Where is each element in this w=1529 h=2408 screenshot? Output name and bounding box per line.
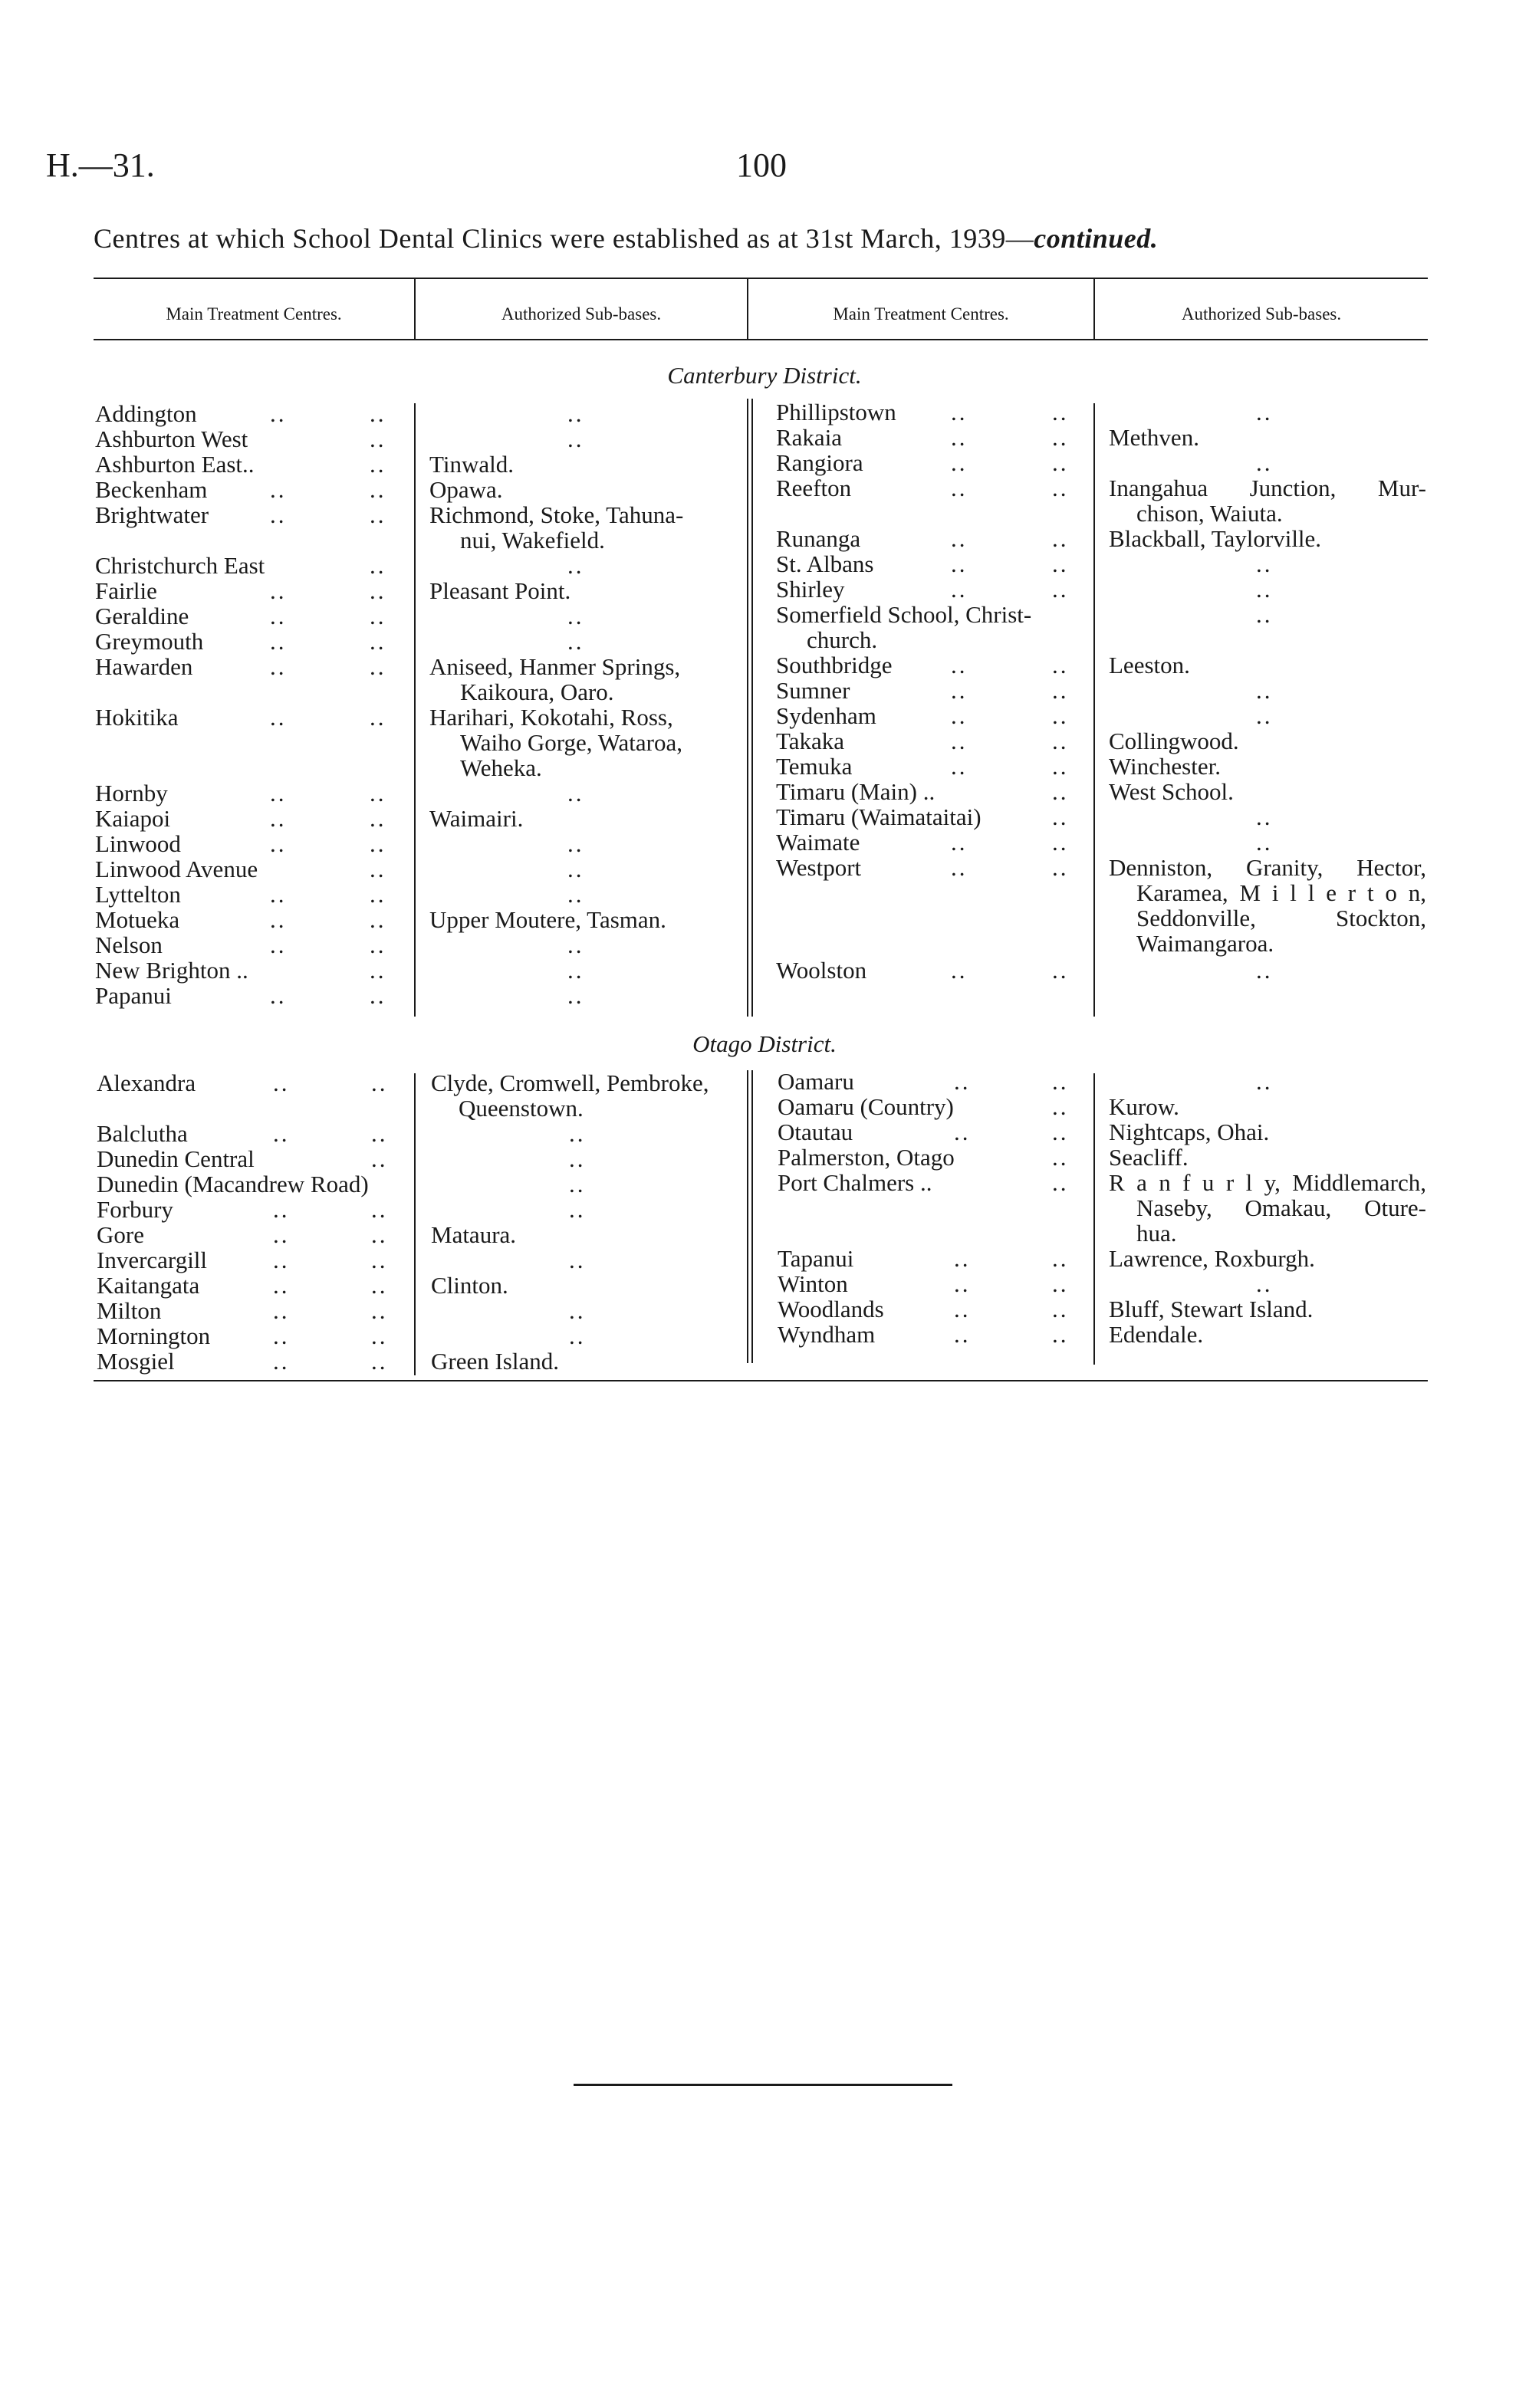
sub-base-cell: Bluff, Stewart Island.: [1109, 1296, 1314, 1322]
leader-dots: ..: [273, 1348, 290, 1375]
centre-row: Linwood: [95, 830, 181, 857]
empty-cell-dots: ..: [1256, 1270, 1273, 1297]
leader-dots: ..: [1052, 1296, 1069, 1322]
leader-dots: ..: [270, 780, 287, 806]
column-header-sub-bases-2: Authorized Sub-bases.: [1181, 304, 1342, 324]
leader-dots: ..: [1052, 1093, 1069, 1120]
sub-base-cell: Tinwald.: [429, 451, 514, 478]
leader-dots: ..: [1052, 778, 1069, 805]
page-number: 100: [736, 146, 787, 184]
leader-dots: ..: [273, 1297, 290, 1324]
page-title: [94, 222, 1158, 255]
centre-row: Timaru (Waimataitai): [776, 803, 982, 830]
leader-dots: ..: [273, 1221, 290, 1248]
leader-dots: ..: [273, 1272, 290, 1299]
leader-dots: ..: [951, 576, 968, 603]
sub-base-cell: Winchester.: [1109, 753, 1221, 780]
sub-base-line: Aniseed, Hanmer Springs,: [429, 653, 681, 680]
leader-dots: ..: [270, 603, 287, 629]
leader-dots: ..: [1052, 424, 1069, 451]
leader-dots: ..: [273, 1120, 290, 1147]
centre-row: Takaka: [776, 728, 845, 754]
leader-dots: ..: [270, 830, 287, 857]
header-divider-3: [1093, 279, 1095, 339]
centre-row: Woolston: [776, 957, 867, 984]
column-header-sub-bases-1: Authorized Sub-bases.: [501, 304, 662, 324]
leader-dots: ..: [270, 400, 287, 427]
leader-dots: ..: [370, 805, 386, 832]
empty-cell-dots: ..: [1256, 399, 1273, 425]
sub-base-line: Karamea, M i l l e r t o n,: [1136, 879, 1426, 906]
centre-row: Papanui: [95, 982, 172, 1009]
empty-cell-dots: ..: [569, 1120, 586, 1147]
sub-base-line: Clyde, Cromwell, Pembroke,: [431, 1069, 709, 1096]
leader-dots: ..: [270, 628, 287, 655]
leader-dots: ..: [370, 704, 386, 731]
centre-row: Sumner: [776, 677, 850, 704]
leader-dots: ..: [1052, 449, 1069, 476]
centre-row: Shirley: [776, 576, 845, 603]
canterbury-divider-middle-b: [751, 399, 753, 1017]
centre-row: Mornington: [97, 1322, 211, 1349]
leader-dots: ..: [951, 525, 968, 552]
leader-dots: ..: [1052, 1245, 1069, 1272]
empty-cell-dots: ..: [567, 780, 584, 806]
leader-dots: ..: [951, 550, 968, 577]
centre-row: Lyttelton: [95, 881, 181, 908]
leader-dots: ..: [370, 931, 386, 958]
leader-dots: ..: [370, 603, 386, 629]
centre-row: Alexandra: [97, 1069, 196, 1096]
centre-row: Southbridge: [776, 652, 893, 678]
leader-dots: ..: [951, 475, 968, 501]
leader-dots: ..: [951, 424, 968, 451]
leader-dots: ..: [370, 780, 386, 806]
leader-dots: ..: [370, 400, 386, 427]
centre-row: Kaitangata: [97, 1272, 200, 1299]
leader-dots: ..: [370, 830, 386, 857]
centre-row: Ashburton West: [95, 425, 248, 452]
leader-dots: ..: [1052, 1270, 1069, 1297]
sub-base-line: Waiho Gorge, Wataroa,: [460, 729, 682, 756]
canterbury-divider-right: [1093, 403, 1095, 1017]
sub-base-cell: Nightcaps, Ohai.: [1109, 1119, 1270, 1145]
leader-dots: ..: [371, 1145, 388, 1172]
empty-cell-dots: ..: [567, 856, 584, 882]
empty-cell-dots: ..: [1256, 576, 1273, 603]
empty-cell-dots: ..: [1256, 550, 1273, 577]
closing-rule: [574, 2084, 952, 2086]
header-divider-2: [747, 279, 748, 339]
leader-dots: ..: [1052, 475, 1069, 501]
sub-base-cell: Leeston.: [1109, 652, 1190, 678]
leader-dots: ..: [370, 653, 386, 680]
title-continued: continued.: [1034, 223, 1159, 254]
leader-dots: ..: [371, 1120, 388, 1147]
centre-row: Hornby: [95, 780, 168, 806]
leader-dots: ..: [370, 628, 386, 655]
centre-row: Greymouth: [95, 628, 204, 655]
leader-dots: ..: [1052, 677, 1069, 704]
leader-dots: ..: [954, 1119, 971, 1145]
sub-base-cell: [431, 1070, 738, 1121]
centre-row: St. Albans: [776, 550, 874, 577]
leader-dots: ..: [371, 1348, 388, 1375]
district-heading-otago: Otago District.: [692, 1030, 837, 1057]
leader-dots: ..: [370, 552, 386, 579]
sub-base-cell: [1109, 855, 1426, 956]
empty-cell-dots: ..: [567, 881, 584, 908]
sub-base-line: Inangahua Junction, Mur-: [1109, 475, 1426, 501]
leader-dots: ..: [951, 957, 968, 984]
leader-dots: ..: [273, 1196, 290, 1223]
leader-dots: ..: [1052, 702, 1069, 729]
sub-base-cell: [429, 705, 736, 780]
canterbury-divider-left: [414, 403, 416, 1017]
sub-base-cell: Waimairi.: [429, 805, 524, 832]
centre-row: Wyndham: [778, 1321, 876, 1348]
leader-dots: ..: [954, 1270, 971, 1297]
leader-dots: ..: [1052, 1169, 1069, 1196]
centre-row: Westport: [776, 854, 862, 881]
sub-base-cell: Collingwood.: [1109, 728, 1239, 754]
centre-row: Gore: [97, 1221, 144, 1248]
leader-dots: ..: [1052, 576, 1069, 603]
sub-base-line: Harihari, Kokotahi, Ross,: [429, 704, 673, 731]
leader-dots: ..: [371, 1272, 388, 1299]
leader-dots: ..: [1052, 1068, 1069, 1095]
empty-cell-dots: ..: [567, 830, 584, 857]
sub-base-line: nui, Wakefield.: [460, 527, 605, 554]
sub-base-cell: [1109, 475, 1426, 526]
empty-cell-dots: ..: [1256, 677, 1273, 704]
sub-base-cell: Kurow.: [1109, 1093, 1179, 1120]
sub-base-cell: Mataura.: [431, 1221, 517, 1248]
centre-row: Reefton: [776, 475, 852, 501]
leader-dots: ..: [273, 1247, 290, 1273]
empty-cell-dots: ..: [567, 552, 584, 579]
leader-dots: ..: [954, 1068, 971, 1095]
leader-dots: ..: [1052, 1144, 1069, 1171]
sub-base-cell: Green Island.: [431, 1348, 559, 1375]
sub-base-cell: Opawa.: [429, 476, 503, 503]
leader-dots: ..: [370, 451, 386, 478]
leader-dots: ..: [951, 753, 968, 780]
centre-row: Mosgiel: [97, 1348, 175, 1375]
leader-dots: ..: [1052, 550, 1069, 577]
empty-cell-dots: ..: [1256, 601, 1273, 628]
leader-dots: ..: [1052, 829, 1069, 856]
centre-row: Palmerston, Otago: [778, 1144, 955, 1171]
sub-base-line: Richmond, Stoke, Tahuna-: [429, 501, 684, 528]
sub-base-line: Queenstown.: [459, 1095, 584, 1122]
centre-row: Forbury: [97, 1196, 173, 1223]
leader-dots: ..: [1052, 1321, 1069, 1348]
leader-dots: ..: [1052, 525, 1069, 552]
leader-dots: ..: [951, 449, 968, 476]
leader-dots: ..: [371, 1297, 388, 1324]
header-bottom-rule: [94, 339, 1428, 340]
sub-base-line: Weheka.: [460, 754, 542, 781]
centre-row: Hokitika: [95, 704, 179, 731]
sub-base-line: chison, Waiuta.: [1136, 500, 1283, 527]
leader-dots: ..: [1052, 854, 1069, 881]
centre-row: Ashburton East..: [95, 451, 255, 478]
centre-row: Rakaia: [776, 424, 843, 451]
leader-dots: ..: [954, 1321, 971, 1348]
leader-dots: ..: [370, 982, 386, 1009]
leader-dots: ..: [270, 931, 287, 958]
leader-dots: ..: [270, 805, 287, 832]
centre-row: Motueka: [95, 906, 180, 933]
otago-divider-left: [414, 1073, 416, 1375]
sub-base-cell: Methven.: [1109, 424, 1199, 451]
leader-dots: ..: [371, 1069, 388, 1096]
empty-cell-dots: ..: [567, 628, 584, 655]
centre-row: Milton: [97, 1297, 162, 1324]
centre-line: church.: [807, 626, 878, 653]
leader-dots: ..: [951, 677, 968, 704]
leader-dots: ..: [1052, 728, 1069, 754]
empty-cell-dots: ..: [567, 931, 584, 958]
leader-dots: ..: [370, 476, 386, 503]
leader-dots: ..: [951, 652, 968, 678]
empty-cell-dots: ..: [567, 957, 584, 984]
sub-base-line: hua.: [1136, 1220, 1177, 1247]
centre-row: Hawarden: [95, 653, 193, 680]
leader-dots: ..: [370, 957, 386, 984]
centre-row: Beckenham: [95, 476, 208, 503]
header-divider-1: [414, 279, 416, 339]
leader-dots: ..: [370, 881, 386, 908]
centre-row: Oamaru (Country): [778, 1093, 954, 1120]
leader-dots: ..: [1052, 957, 1069, 984]
empty-cell-dots: ..: [569, 1322, 586, 1349]
centre-row: Brightwater: [95, 501, 209, 528]
leader-dots: ..: [370, 906, 386, 933]
leader-dots: ..: [370, 501, 386, 528]
otago-divider-right: [1093, 1073, 1095, 1365]
leader-dots: ..: [1052, 753, 1069, 780]
leader-dots: ..: [370, 425, 386, 452]
leader-dots: ..: [270, 982, 287, 1009]
centre-row: Phillipstown: [776, 399, 896, 425]
centre-row: Temuka: [776, 753, 853, 780]
canterbury-divider-middle: [747, 399, 748, 1017]
centre-row: Linwood Avenue: [95, 856, 258, 882]
leader-dots: ..: [270, 704, 287, 731]
centre-row: Addington: [95, 400, 197, 427]
leader-dots: ..: [270, 881, 287, 908]
leader-dots: ..: [1052, 399, 1069, 425]
leader-dots: ..: [1052, 1119, 1069, 1145]
leader-dots: ..: [270, 476, 287, 503]
leader-dots: ..: [270, 906, 287, 933]
leader-dots: ..: [270, 653, 287, 680]
centre-row: Oamaru: [778, 1068, 854, 1095]
empty-cell-dots: ..: [567, 400, 584, 427]
empty-cell-dots: ..: [567, 603, 584, 629]
table-top-rule: [94, 278, 1428, 279]
district-heading-canterbury: Canterbury District.: [667, 362, 862, 389]
leader-dots: ..: [371, 1247, 388, 1273]
leader-dots: ..: [270, 577, 287, 604]
leader-dots: ..: [270, 501, 287, 528]
sub-base-line: R a n f u r l y, Middlemarch,: [1109, 1169, 1426, 1196]
leader-dots: ..: [951, 854, 968, 881]
empty-cell-dots: ..: [567, 982, 584, 1009]
centre-row: Geraldine: [95, 603, 189, 629]
sub-base-cell: West School.: [1109, 778, 1234, 805]
sub-base-cell: Lawrence, Roxburgh.: [1109, 1245, 1315, 1272]
sub-base-line: Kaikoura, Oaro.: [460, 678, 614, 705]
leader-dots: ..: [1052, 803, 1069, 830]
empty-cell-dots: ..: [569, 1297, 586, 1324]
title-text: Centres at which School Dental Clinics were established as at 31st March, 1939—: [94, 223, 1034, 254]
sub-base-cell: Blackball, Taylorville.: [1109, 525, 1322, 552]
leader-dots: ..: [273, 1322, 290, 1349]
centre-row: Waimate: [776, 829, 860, 856]
leader-dots: ..: [371, 1196, 388, 1223]
sub-base-cell: Clinton.: [431, 1272, 508, 1299]
leader-dots: ..: [371, 1322, 388, 1349]
sub-base-line: Seddonville, Stockton,: [1136, 905, 1426, 931]
sub-base-cell: Pleasant Point.: [429, 577, 571, 604]
centre-line: Somerfield School, Christ-: [776, 601, 1032, 628]
centre-row: Balclutha: [97, 1120, 188, 1147]
centre-row: Port Chalmers ..: [778, 1169, 932, 1196]
empty-cell-dots: ..: [1256, 1068, 1273, 1095]
otago-divider-middle-b: [751, 1070, 753, 1363]
centre-row: Timaru (Main) ..: [776, 778, 935, 805]
centre-row: Christchurch East: [95, 552, 265, 579]
leader-dots: ..: [370, 856, 386, 882]
centre-row: Dunedin (Macandrew Road): [97, 1171, 369, 1197]
leader-dots: ..: [1052, 652, 1069, 678]
leader-dots: ..: [951, 728, 968, 754]
centre-row: Runanga: [776, 525, 861, 552]
leader-dots: ..: [951, 829, 968, 856]
centre-row: Sydenham: [776, 702, 876, 729]
centre-row: Invercargill: [97, 1247, 208, 1273]
centre-row: Woodlands: [778, 1296, 884, 1322]
empty-cell-dots: ..: [569, 1196, 586, 1223]
empty-cell-dots: ..: [1256, 829, 1273, 856]
centre-row: Kaiapoi: [95, 805, 171, 832]
sub-base-cell: Edendale.: [1109, 1321, 1204, 1348]
centre-row: Winton: [778, 1270, 848, 1297]
empty-cell-dots: ..: [569, 1247, 586, 1273]
centre-row: Otautau: [778, 1119, 853, 1145]
empty-cell-dots: ..: [1256, 449, 1273, 476]
empty-cell-dots: ..: [1256, 803, 1273, 830]
leader-dots: ..: [370, 577, 386, 604]
empty-cell-dots: ..: [569, 1171, 586, 1197]
centre-row: Fairlie: [95, 577, 157, 604]
leader-dots: ..: [951, 399, 968, 425]
centre-row: Tapanui: [778, 1245, 854, 1272]
sub-base-cell: [1109, 1170, 1426, 1246]
sub-base-cell: Upper Moutere, Tasman.: [429, 906, 666, 933]
column-header-main-centres-1: Main Treatment Centres.: [166, 304, 342, 324]
empty-cell-dots: ..: [1256, 702, 1273, 729]
empty-cell-dots: ..: [567, 425, 584, 452]
centre-row: Dunedin Central: [97, 1145, 255, 1172]
leader-dots: ..: [371, 1221, 388, 1248]
centre-row: New Brighton ..: [95, 957, 248, 984]
sub-base-line: Denniston, Granity, Hector,: [1109, 854, 1426, 881]
sub-base-cell: [429, 654, 736, 705]
empty-cell-dots: ..: [1256, 957, 1273, 984]
sub-base-line: Waimangaroa.: [1136, 930, 1274, 957]
report-reference: H.—31.: [46, 146, 155, 184]
sub-base-line: Naseby, Omakau, Oture-: [1136, 1194, 1426, 1221]
sub-base-cell: [429, 502, 736, 553]
otago-divider-middle: [747, 1070, 748, 1363]
table-bottom-rule: [94, 1380, 1428, 1381]
leader-dots: ..: [951, 702, 968, 729]
centre-row: Rangiora: [776, 449, 863, 476]
leader-dots: ..: [954, 1296, 971, 1322]
column-header-main-centres-2: Main Treatment Centres.: [833, 304, 1009, 324]
centre-row: [776, 602, 1080, 652]
empty-cell-dots: ..: [569, 1145, 586, 1172]
sub-base-cell: Seacliff.: [1109, 1144, 1189, 1171]
centre-row: Nelson: [95, 931, 163, 958]
leader-dots: ..: [273, 1069, 290, 1096]
leader-dots: ..: [954, 1245, 971, 1272]
